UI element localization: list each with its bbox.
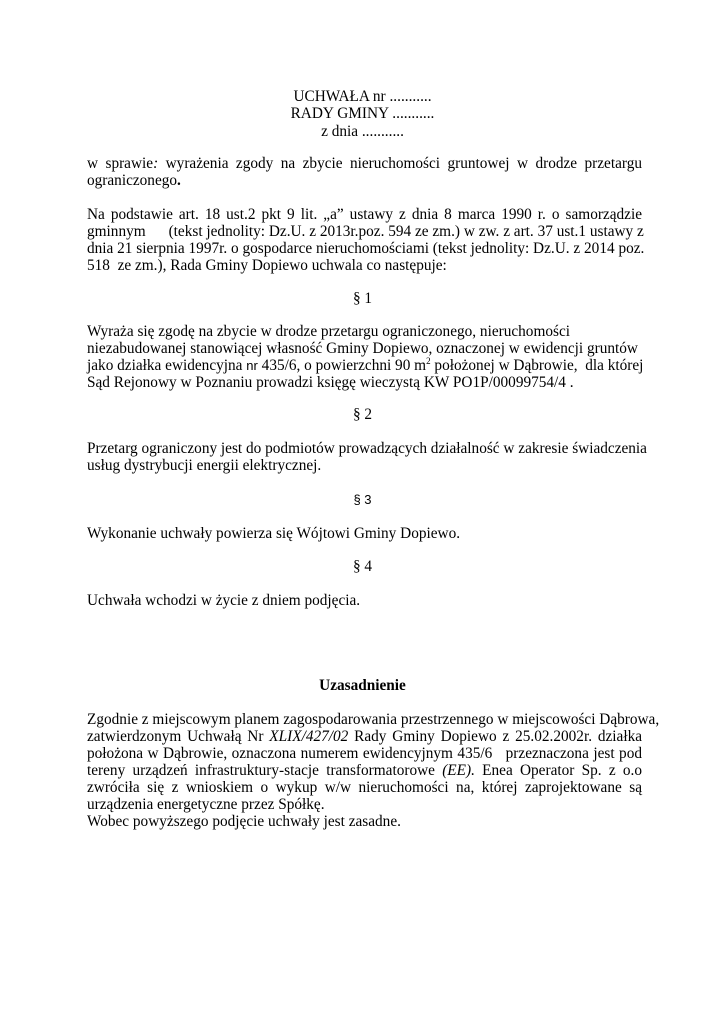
legal-basis-line-2: gminnym (tekst jednolity: Dz.U. z 2013r.poz. 594 ze zm.) w zw. z art. 37 ust.1 ustawy z — [87, 223, 644, 240]
para1-line-4: Sąd Rejonowy w Poznaniu prowadzi księgę wieczystą KW PO1P/00099754/4 . — [87, 374, 574, 391]
para2-line-2: usług dystrybucji energii elektrycznej. — [87, 457, 322, 474]
legal-basis-line-4: 518 ze zm.), Rada Gminy Dopiewo uchwala co następuje: — [87, 257, 447, 274]
legal-basis-line-3: dnia 21 sierpnia 1997r. o gospodarce nieruchomościami (tekst jednolity: Dz.U. z 2014 poz. — [87, 240, 645, 257]
square-meter-superscript: 2 — [426, 355, 431, 366]
resolution-date: z dnia ........... — [321, 122, 404, 140]
section-1-heading: § 1 — [352, 290, 373, 307]
justification-line-4: tereny urządzeń infrastruktury-stacje transformatorowe (EE). Enea Operator Sp. z o.o — [87, 762, 642, 779]
para3: Wykonanie uchwały powierza się Wójtowi Gminy Dopiewo. — [87, 525, 461, 542]
section-4-heading: § 4 — [352, 558, 373, 575]
justification-title: Uzasadnienie — [319, 677, 406, 694]
justification-line-1: Zgodnie z miejscowym planem zagospodarowania przestrzennego w miejscowości Dąbrowa, — [87, 711, 660, 728]
subject-text: wyrażenia zgody na zbycie nieruchomości gruntowej w drodze przetargu — [158, 155, 642, 172]
subject-line-1 — [87, 155, 642, 172]
resolution-title — [0, 88, 725, 140]
justification-line-3: położona w Dąbrowie, oznaczona numerem ewidencyjnym 435/6 przeznaczona jest pod — [87, 745, 642, 762]
section-3-heading: § 3 — [353, 492, 372, 507]
justification-line-7: Wobec powyższego podjęcie uchwały jest zasadne. — [87, 813, 401, 830]
subject-colon: : — [153, 155, 159, 172]
para1-line-3: jako działka ewidencyjna nr 435/6, o powierzchni 90 $m^2$ położonej w Dąbrowie, dla której — [87, 355, 644, 374]
justification-line-6: urządzenia energetyczne przez Spółkę. — [87, 796, 325, 813]
subject-dot: . — [177, 172, 181, 189]
resolution-number: UCHWAŁA nr ........... — [293, 88, 432, 105]
para2-line-1: Przetarg ograniczony jest do podmiotów prowadzących działalność w zakresie świadczenia — [87, 440, 647, 457]
justification-line-5: zwróciła się z wnioskiem o wykup w/w nieruchomości na, której zaprojektowane są — [87, 779, 642, 796]
section-2-heading: § 2 — [352, 406, 373, 423]
para1-line-2: niezabudowanej stanowiącej własność Gminy Dopiewo, oznaczonej w ewidencji gruntów — [87, 340, 638, 357]
legal-basis-line-1: Na podstawie art. 18 ust.2 pkt 9 lit. „a” ustawy z dnia 8 marca 1990 r. o samorządzie — [87, 206, 642, 223]
council-name: RADY GMINY ........... — [290, 105, 435, 123]
para4: Uchwała wchodzi w życie z dniem podjęcia. — [87, 592, 361, 609]
subject-line-2: ograniczonego. — [87, 172, 181, 189]
para1-line-1: Wyraża się zgodę na zbycie w drodze przetargu ograniczonego, nieruchomości — [87, 323, 570, 340]
subject-prefix: w sprawie — [87, 155, 154, 172]
justification-line-2: zatwierdzonym Uchwałą Nr XLIX/427/02 Rady Gminy Dopiewo z 25.02.2002r. działka — [87, 728, 643, 745]
